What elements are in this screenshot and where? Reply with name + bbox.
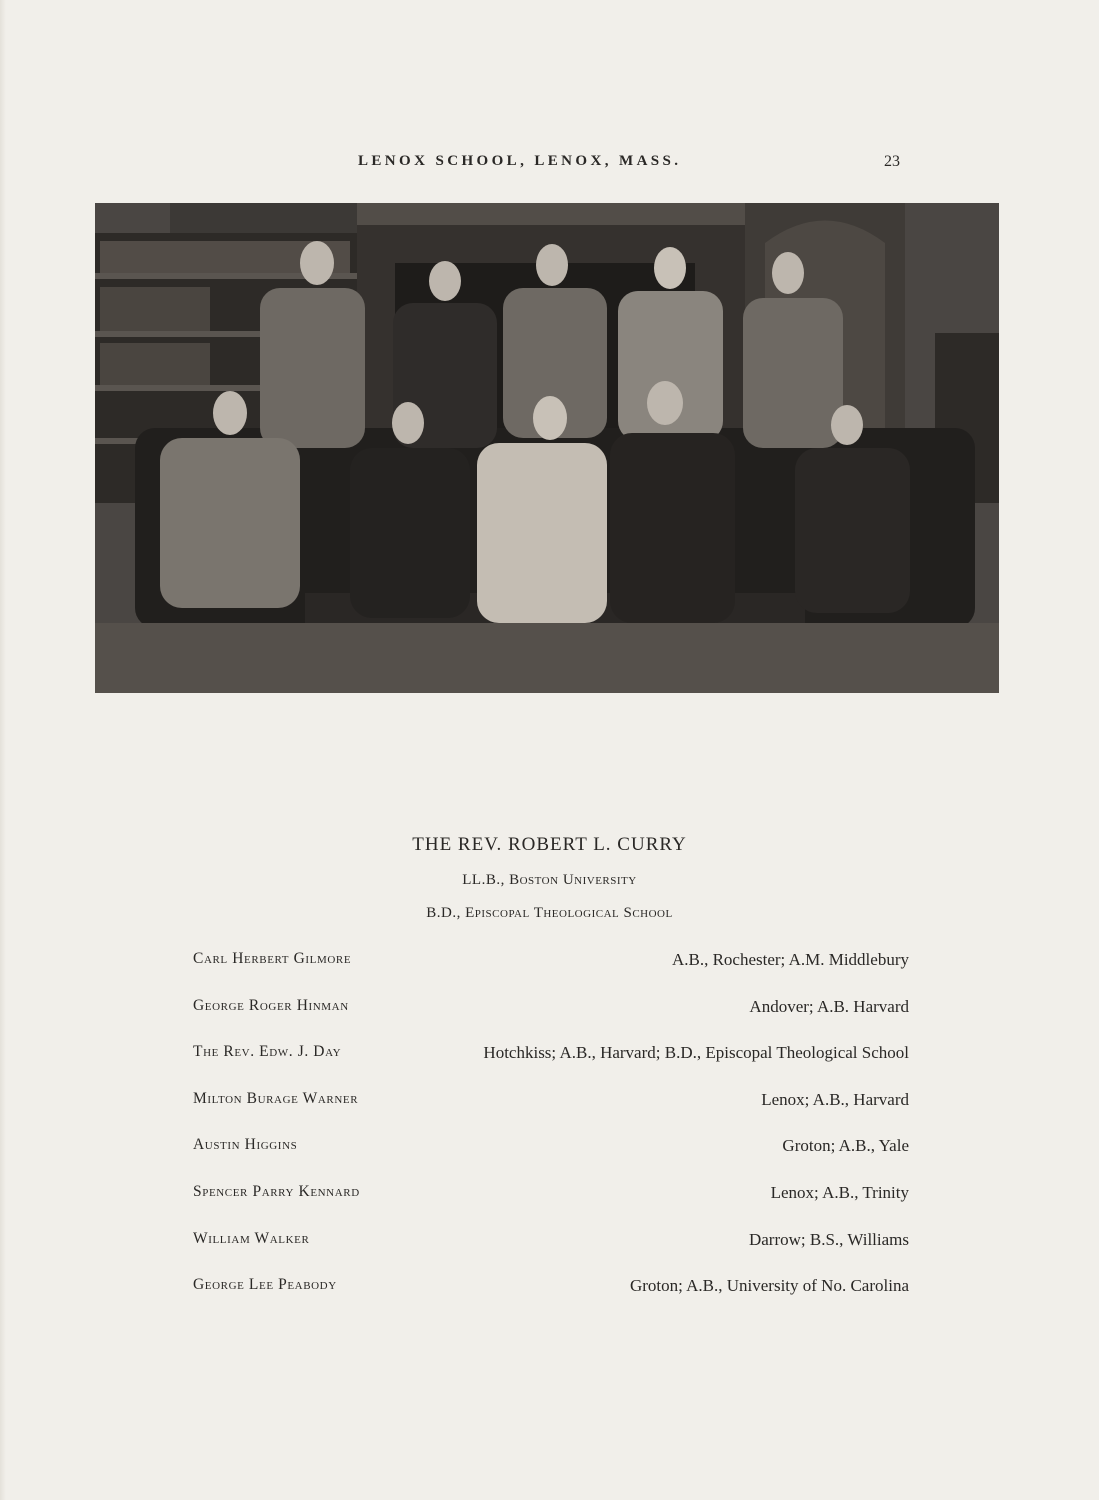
running-title: LENOX SCHOOL, LENOX, MASS.	[358, 153, 682, 169]
page-number: 23	[884, 153, 900, 170]
faculty-row	[193, 1136, 909, 1183]
faculty-row	[193, 1276, 909, 1323]
principal-degree-2: B.D., Episcopal Theological School	[426, 905, 673, 921]
faculty-name: Milton Burage Warner	[193, 1089, 359, 1107]
principal-name: THE REV. ROBERT L. CURRY	[412, 834, 687, 855]
faculty-name: Spencer Parry Kennard	[193, 1182, 360, 1200]
faculty-row	[193, 1043, 909, 1090]
rug	[95, 623, 999, 693]
faculty-row	[193, 1090, 909, 1137]
faculty-row	[193, 1230, 909, 1277]
faculty-schools: Darrow; B.S., Williams	[748, 1229, 909, 1249]
faculty-row	[193, 950, 909, 997]
faculty-list	[193, 950, 909, 1323]
group-photograph	[95, 203, 999, 693]
principal-degree-1: LL.B., Boston University	[462, 872, 637, 888]
faculty-row	[193, 997, 909, 1044]
page-edge	[0, 0, 6, 1500]
faculty-schools: A.B., Rochester; A.M. Middlebury	[671, 950, 909, 969]
faculty-schools: Groton; A.B., University of No. Carolina	[629, 1276, 909, 1296]
faculty-schools: Groton; A.B., Yale	[782, 1136, 909, 1156]
running-head	[0, 153, 1099, 177]
faculty-schools: Andover; A.B. Harvard	[749, 996, 909, 1016]
faculty-schools: Lenox; A.B., Harvard	[761, 1089, 909, 1109]
faculty-name: George Lee Peabody	[193, 1276, 337, 1294]
faculty-schools: Hotchkiss; A.B., Harvard; B.D., Episcopal Theological School	[483, 1043, 909, 1063]
faculty-name: Carl Herbert Gilmore	[193, 950, 352, 967]
faculty-schools: Lenox; A.B., Trinity	[770, 1182, 909, 1202]
faculty-name: Austin Higgins	[193, 1136, 298, 1154]
faculty-name: George Roger Hinman	[193, 996, 349, 1014]
faculty-row	[193, 1183, 909, 1230]
faculty-name: William Walker	[193, 1229, 310, 1247]
faculty-name: The Rev. Edw. J. Day	[193, 1043, 342, 1061]
